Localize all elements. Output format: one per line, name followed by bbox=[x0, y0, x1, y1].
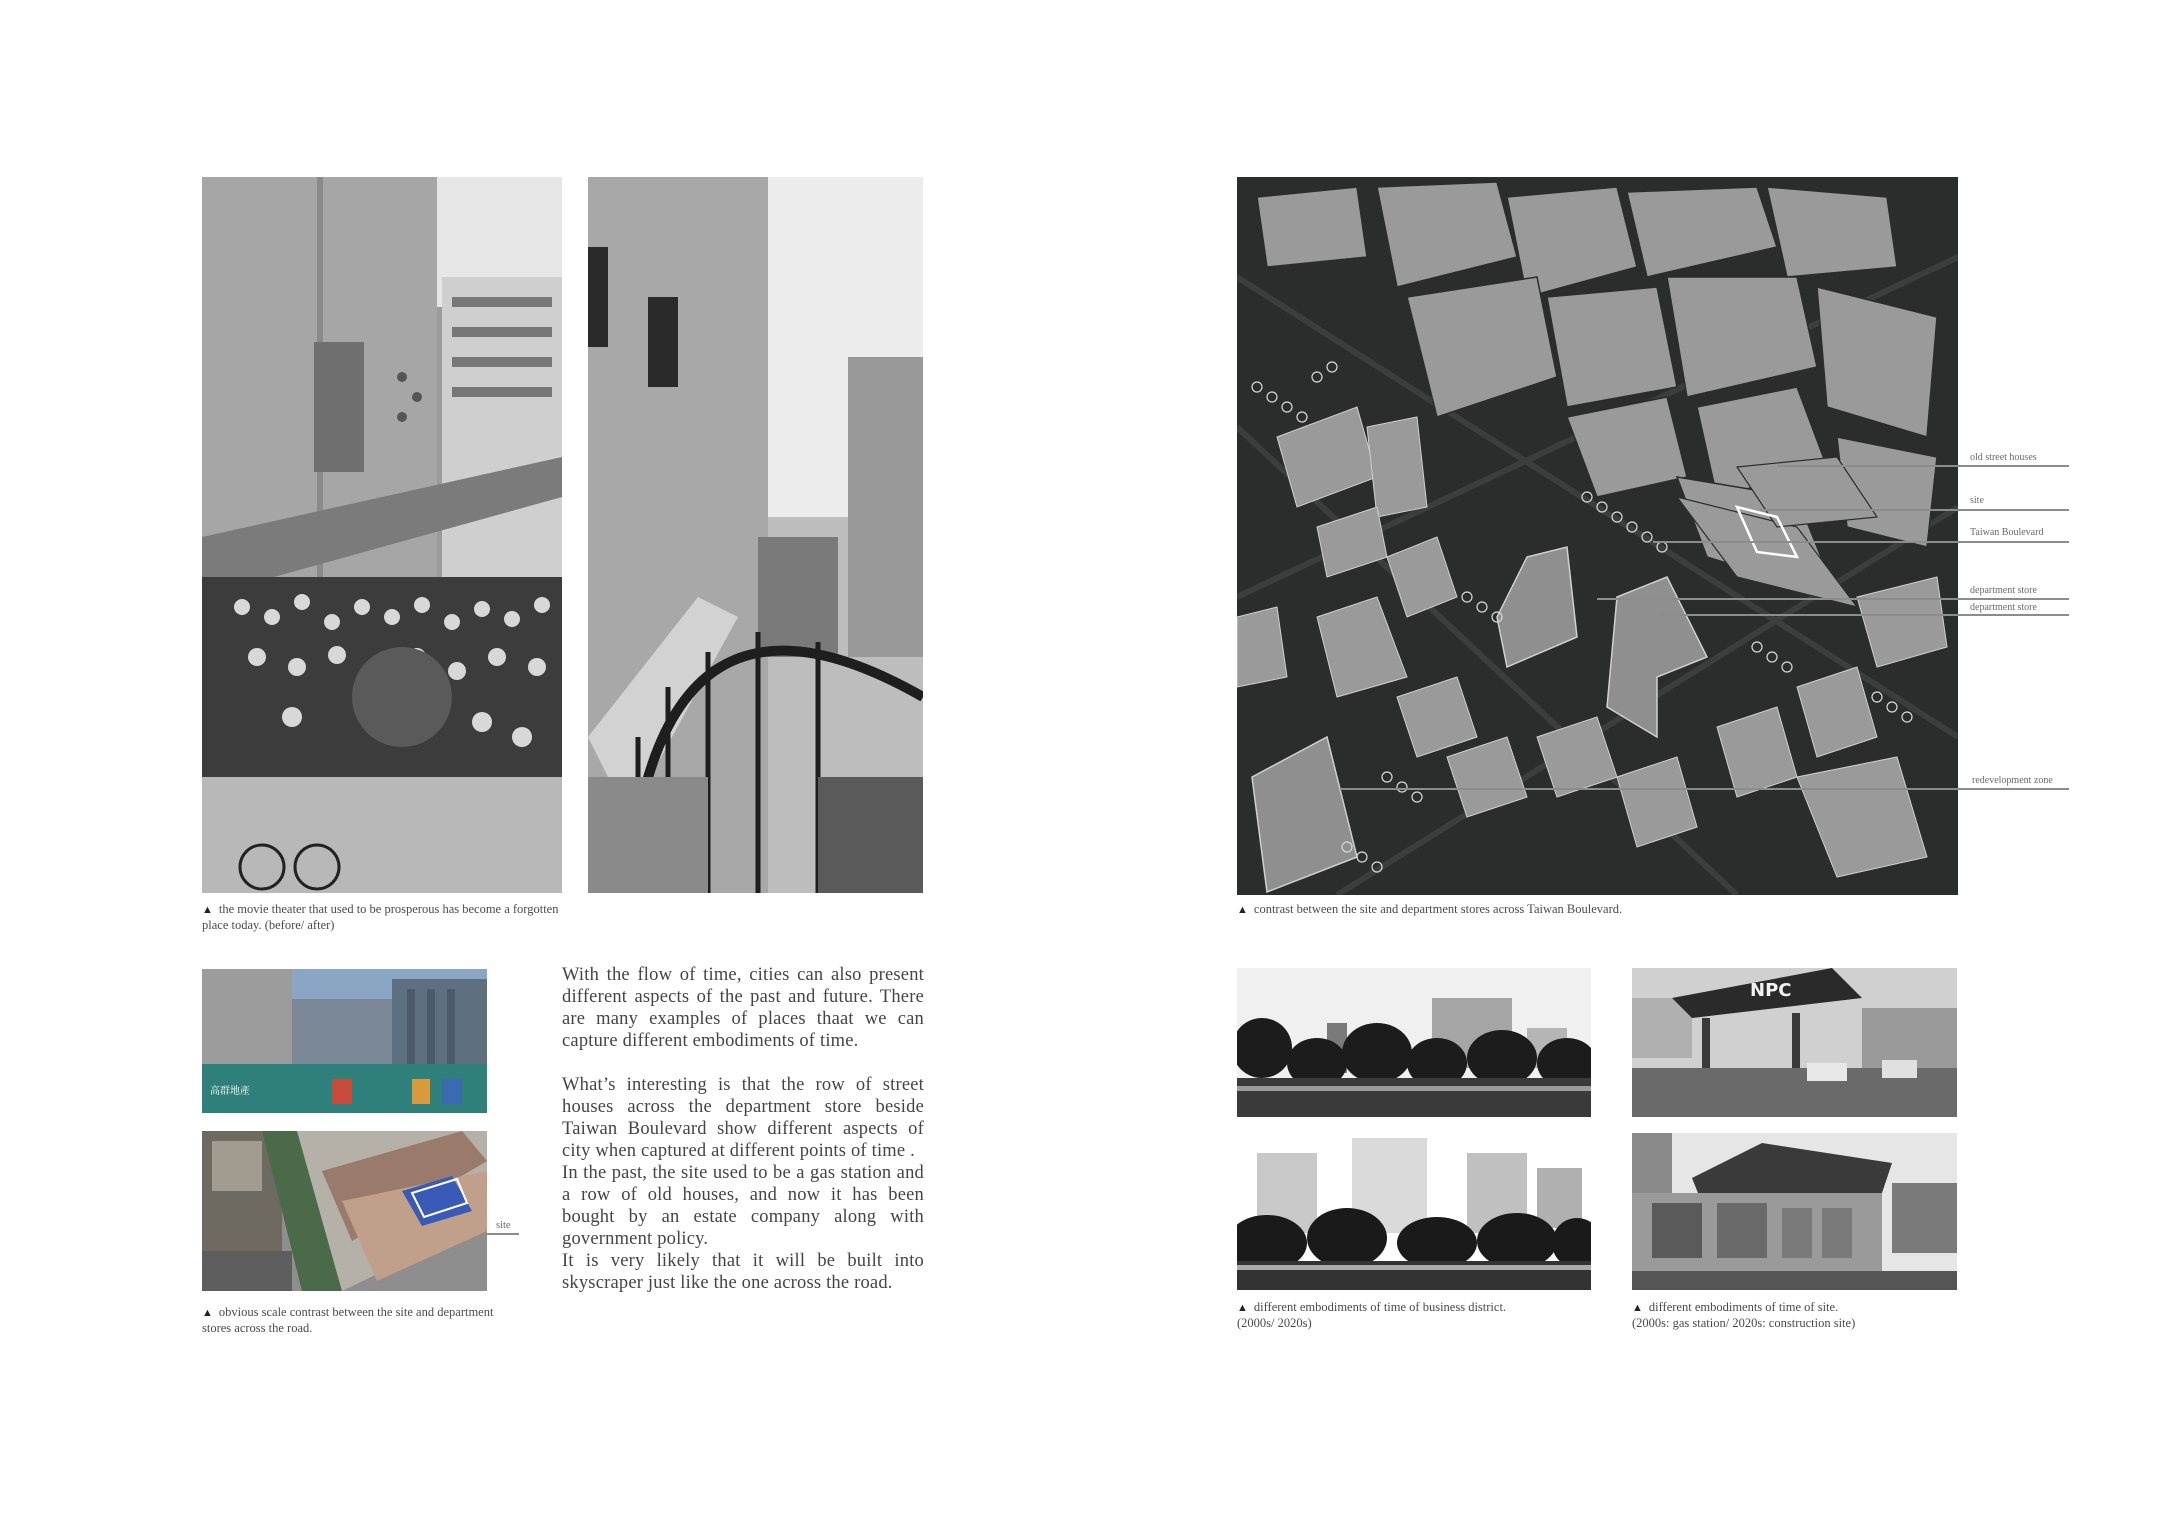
triangle-marker-icon: ▲ bbox=[1237, 1302, 1248, 1314]
theater-after-photo bbox=[588, 177, 923, 893]
sign-text: 高群地產 bbox=[210, 1086, 250, 1097]
caption-business-years: (2000s/ 2020s) bbox=[1237, 1316, 1312, 1330]
caption-business-district: ▲ different embodiments of time of business district. (2000s/ 2020s) bbox=[1237, 1300, 1507, 1330]
street-color-photo bbox=[202, 969, 487, 1113]
body-text bbox=[562, 964, 924, 1294]
label-redevelopment-zone: redevelopment zone bbox=[1972, 775, 2053, 786]
paragraph-4: It is very likely that it will be built into skyscraper just like the one across the road. bbox=[562, 1251, 924, 1293]
label-old-street-houses: old street houses bbox=[1970, 452, 2037, 463]
leader-taiwan-boulevard bbox=[1653, 541, 2069, 543]
label-department-store-1: department store bbox=[1970, 585, 2037, 596]
caption-site: ▲ different embodiments of time of site. (2000s: gas station/ 2020s: construction site) bbox=[1632, 1300, 1856, 1330]
leader-department-store-2 bbox=[1660, 614, 2069, 616]
triangle-marker-icon: ▲ bbox=[202, 904, 213, 916]
site-leader-line bbox=[487, 1233, 519, 1235]
leader-site bbox=[1760, 509, 2069, 511]
triangle-marker-icon: ▲ bbox=[1237, 904, 1248, 916]
caption-theater: ▲ the movie theater that used to be prosperous has become a forgotten place today. (before/ after) bbox=[202, 902, 559, 932]
site-label-left: site bbox=[496, 1220, 511, 1231]
leader-department-store-1 bbox=[1597, 598, 2069, 600]
aerial-site-photo bbox=[202, 1131, 487, 1291]
label-department-store-2: department store bbox=[1970, 602, 2037, 613]
theater-before-photo bbox=[202, 177, 562, 893]
caption-map: ▲ contrast between the site and department stores across Taiwan Boulevard. bbox=[1237, 902, 1623, 916]
leader-old-street-houses bbox=[1777, 465, 2069, 467]
gas-station-2000s-photo bbox=[1632, 968, 1957, 1117]
label-site: site bbox=[1970, 495, 1984, 506]
business-district-2000s-photo bbox=[1237, 968, 1591, 1117]
paragraph-2: What’s interesting is that the row of street houses across the department store beside Taiwan Boulevard show different aspects of city when captured at different points of time . bbox=[562, 1075, 924, 1161]
npc-sign: NPC bbox=[1750, 980, 1792, 1001]
construction-site-2020s-photo bbox=[1632, 1133, 1957, 1290]
label-taiwan-boulevard: Taiwan Boulevard bbox=[1970, 527, 2044, 538]
triangle-marker-icon: ▲ bbox=[202, 1307, 213, 1319]
paragraph-1: With the flow of time, cities can also present different aspects of the past and future. There are many examples of places thaat we can capture different embodiments of time. bbox=[562, 965, 924, 1051]
caption-scale-contrast: ▲ obvious scale contrast between the site and department stores across the road. bbox=[202, 1305, 494, 1335]
paragraph-3: In the past, the site used to be a gas station and a row of old houses, and now it has been bought by an estate company along with government policy. bbox=[562, 1163, 924, 1249]
triangle-marker-icon: ▲ bbox=[1632, 1302, 1643, 1314]
leader-redevelopment-zone bbox=[1340, 788, 2069, 790]
caption-site-years: (2000s: gas station/ 2020s: construction site) bbox=[1632, 1316, 1856, 1330]
business-district-2020s-photo bbox=[1237, 1133, 1591, 1290]
